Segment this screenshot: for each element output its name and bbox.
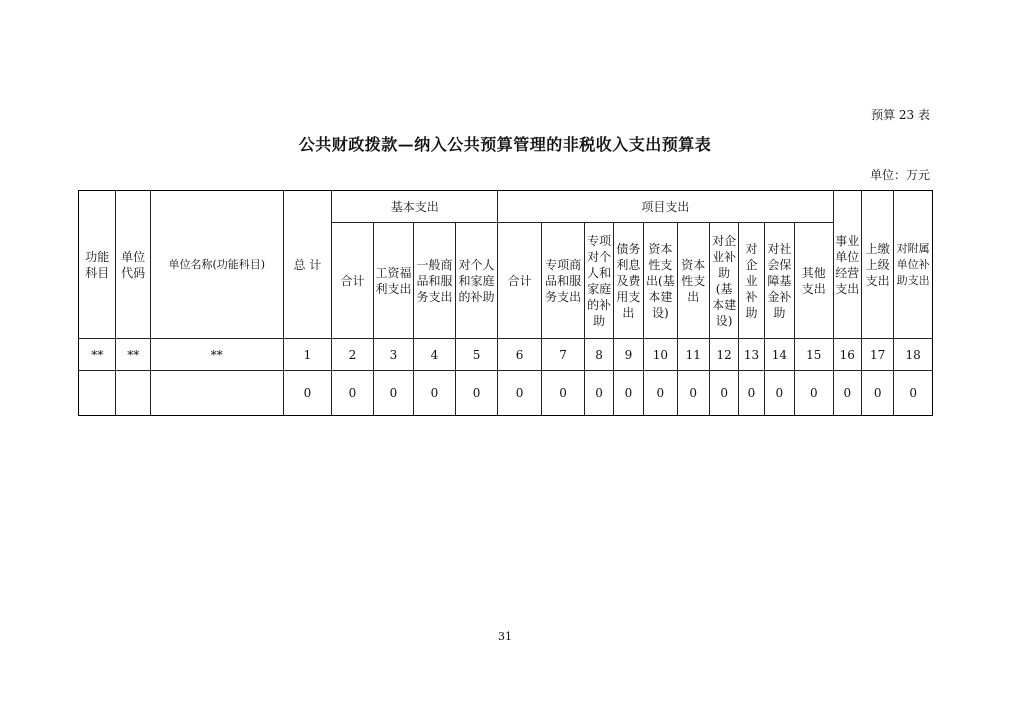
data-cell: 0 (585, 371, 613, 416)
table-row (79, 371, 933, 416)
header-project-item: 对企业补助(基本建设) (709, 223, 738, 339)
data-cell: 0 (373, 371, 414, 416)
data-cell: 0 (332, 371, 374, 416)
page-title: 公共财政拨款—纳入公共预算管理的非税收入支出预算表 (298, 135, 712, 154)
data-cell: 0 (795, 371, 834, 416)
header-basic-item: 对个人和家庭的补助 (455, 223, 498, 339)
index-cell: 8 (585, 339, 613, 371)
data-cell (116, 371, 150, 416)
index-cell: 12 (709, 339, 738, 371)
header-basic-group: 基本支出 (332, 191, 498, 223)
index-cell: 7 (541, 339, 585, 371)
header-project-item: 资本性支出 (677, 223, 709, 339)
index-cell: 17 (861, 339, 893, 371)
data-cell: 0 (894, 371, 933, 416)
header-basic-item: 合计 (332, 223, 374, 339)
data-cell (79, 371, 116, 416)
data-cell: 0 (283, 371, 332, 416)
index-cell: 18 (894, 339, 933, 371)
index-cell: 1 (283, 339, 332, 371)
header-project-item: 专项商品和服务支出 (541, 223, 585, 339)
data-cell: 0 (677, 371, 709, 416)
table-number: 预算 23 表 (871, 108, 930, 122)
header-func-subject: 功能科目 (79, 191, 116, 339)
index-cell: 2 (332, 339, 374, 371)
index-cell: 16 (833, 339, 861, 371)
data-cell: 0 (455, 371, 498, 416)
index-cell: 9 (613, 339, 643, 371)
header-affiliate-subsidy: 对附属单位补助支出 (894, 191, 933, 339)
index-cell: 14 (764, 339, 794, 371)
header-project-item: 其他支出 (795, 223, 834, 339)
index-cell: 4 (414, 339, 456, 371)
index-cell: ** (116, 339, 150, 371)
header-upper-expense: 上缴上级支出 (861, 191, 893, 339)
data-cell (150, 371, 283, 416)
data-cell: 0 (414, 371, 456, 416)
data-cell: 0 (498, 371, 542, 416)
index-row (79, 339, 933, 371)
index-cell: 13 (739, 339, 764, 371)
index-cell: 5 (455, 339, 498, 371)
data-cell: 0 (644, 371, 677, 416)
index-cell: 11 (677, 339, 709, 371)
page-number: 31 (498, 630, 512, 643)
data-cell: 0 (709, 371, 738, 416)
header-total: 总 计 (283, 191, 332, 339)
header-basic-item: 工资福利支出 (373, 223, 414, 339)
header-project-item: 专项对个人和家庭的补助 (585, 223, 613, 339)
index-cell: 6 (498, 339, 542, 371)
data-cell: 0 (764, 371, 794, 416)
data-cell: 0 (833, 371, 861, 416)
index-cell: 15 (795, 339, 834, 371)
header-basic-item: 一般商品和服务支出 (414, 223, 456, 339)
header-project-item: 对社会保障基金补助 (764, 223, 794, 339)
header-project-item: 债务利息及费用支出 (613, 223, 643, 339)
data-cell: 0 (861, 371, 893, 416)
budget-table (78, 190, 933, 416)
data-cell: 0 (613, 371, 643, 416)
header-project-item: 资本性支出(基本建设) (644, 223, 677, 339)
unit-label: 单位：万元 (869, 168, 930, 182)
index-cell: 10 (644, 339, 677, 371)
index-cell: ** (150, 339, 283, 371)
index-cell: ** (79, 339, 116, 371)
data-cell: 0 (739, 371, 764, 416)
header-enterprise-expense: 事业单位经营支出 (833, 191, 861, 339)
header-unit-name: 单位名称(功能科目) (150, 191, 283, 339)
header-project-item: 对企业补助 (739, 223, 764, 339)
data-cell: 0 (541, 371, 585, 416)
index-cell: 3 (373, 339, 414, 371)
header-unit-code: 单位代码 (116, 191, 150, 339)
header-project-group: 项目支出 (498, 191, 833, 223)
header-project-item: 合计 (498, 223, 542, 339)
